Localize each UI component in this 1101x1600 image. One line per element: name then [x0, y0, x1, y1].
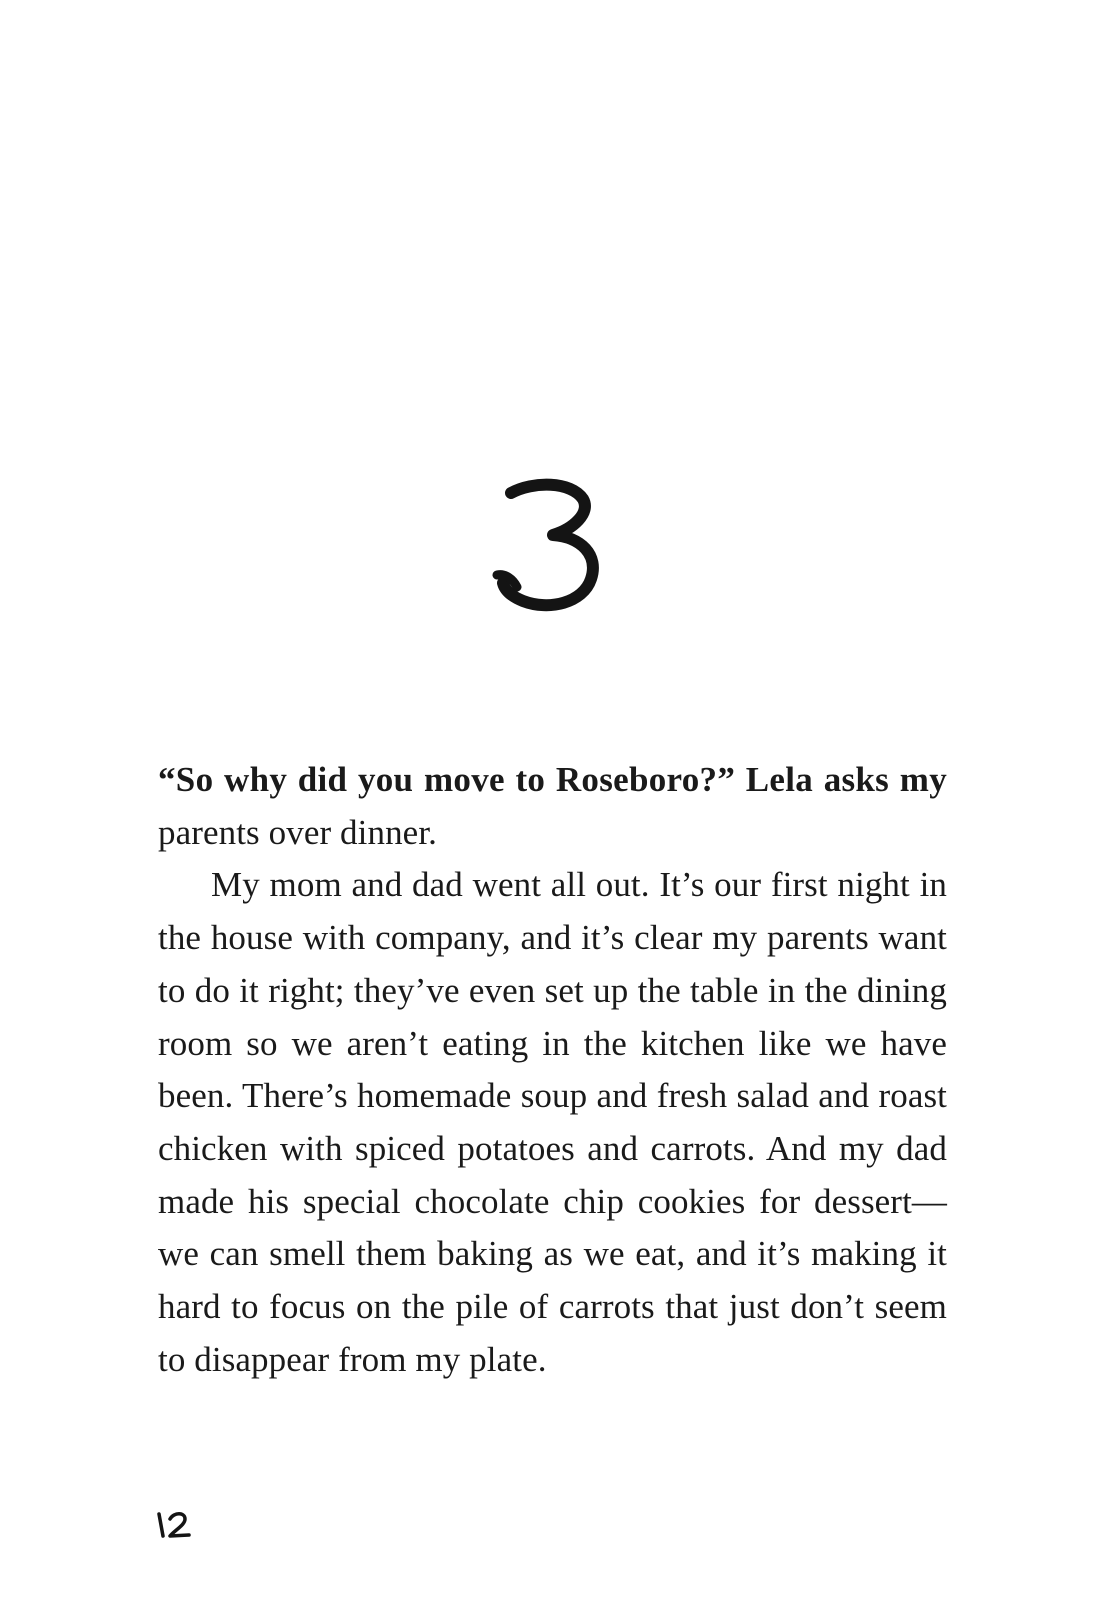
- chapter-number-glyph: [491, 475, 611, 615]
- page-number-glyph: [155, 1510, 195, 1540]
- chapter-number: [0, 470, 1101, 620]
- page-number-text: [155, 1540, 156, 1541]
- chapter-body: [158, 754, 947, 1386]
- paragraph-1-lead-in: “So why did you move to Roseboro?” Lela asks my: [158, 760, 947, 799]
- page-number: [155, 1510, 215, 1550]
- paragraph-1-rest: parents over dinner.: [158, 812, 437, 852]
- paragraph-1: [158, 754, 947, 859]
- paragraph-2: My mom and dad went all out. It’s our first night in the house with company, and it’s clear my parents want to do it right; they’ve even set up the table in the dining room so we aren’t eating in the kitchen like we have been. There’s homemade soup and fresh salad and roast chicken with spiced potatoes and carrots. And my dad made his special chocolate chip cookies for dessert—we can smell them baking as we eat, and it’s making it hard to focus on the pile of carrots that just don’t seem to disappear from my plate.: [158, 865, 947, 1379]
